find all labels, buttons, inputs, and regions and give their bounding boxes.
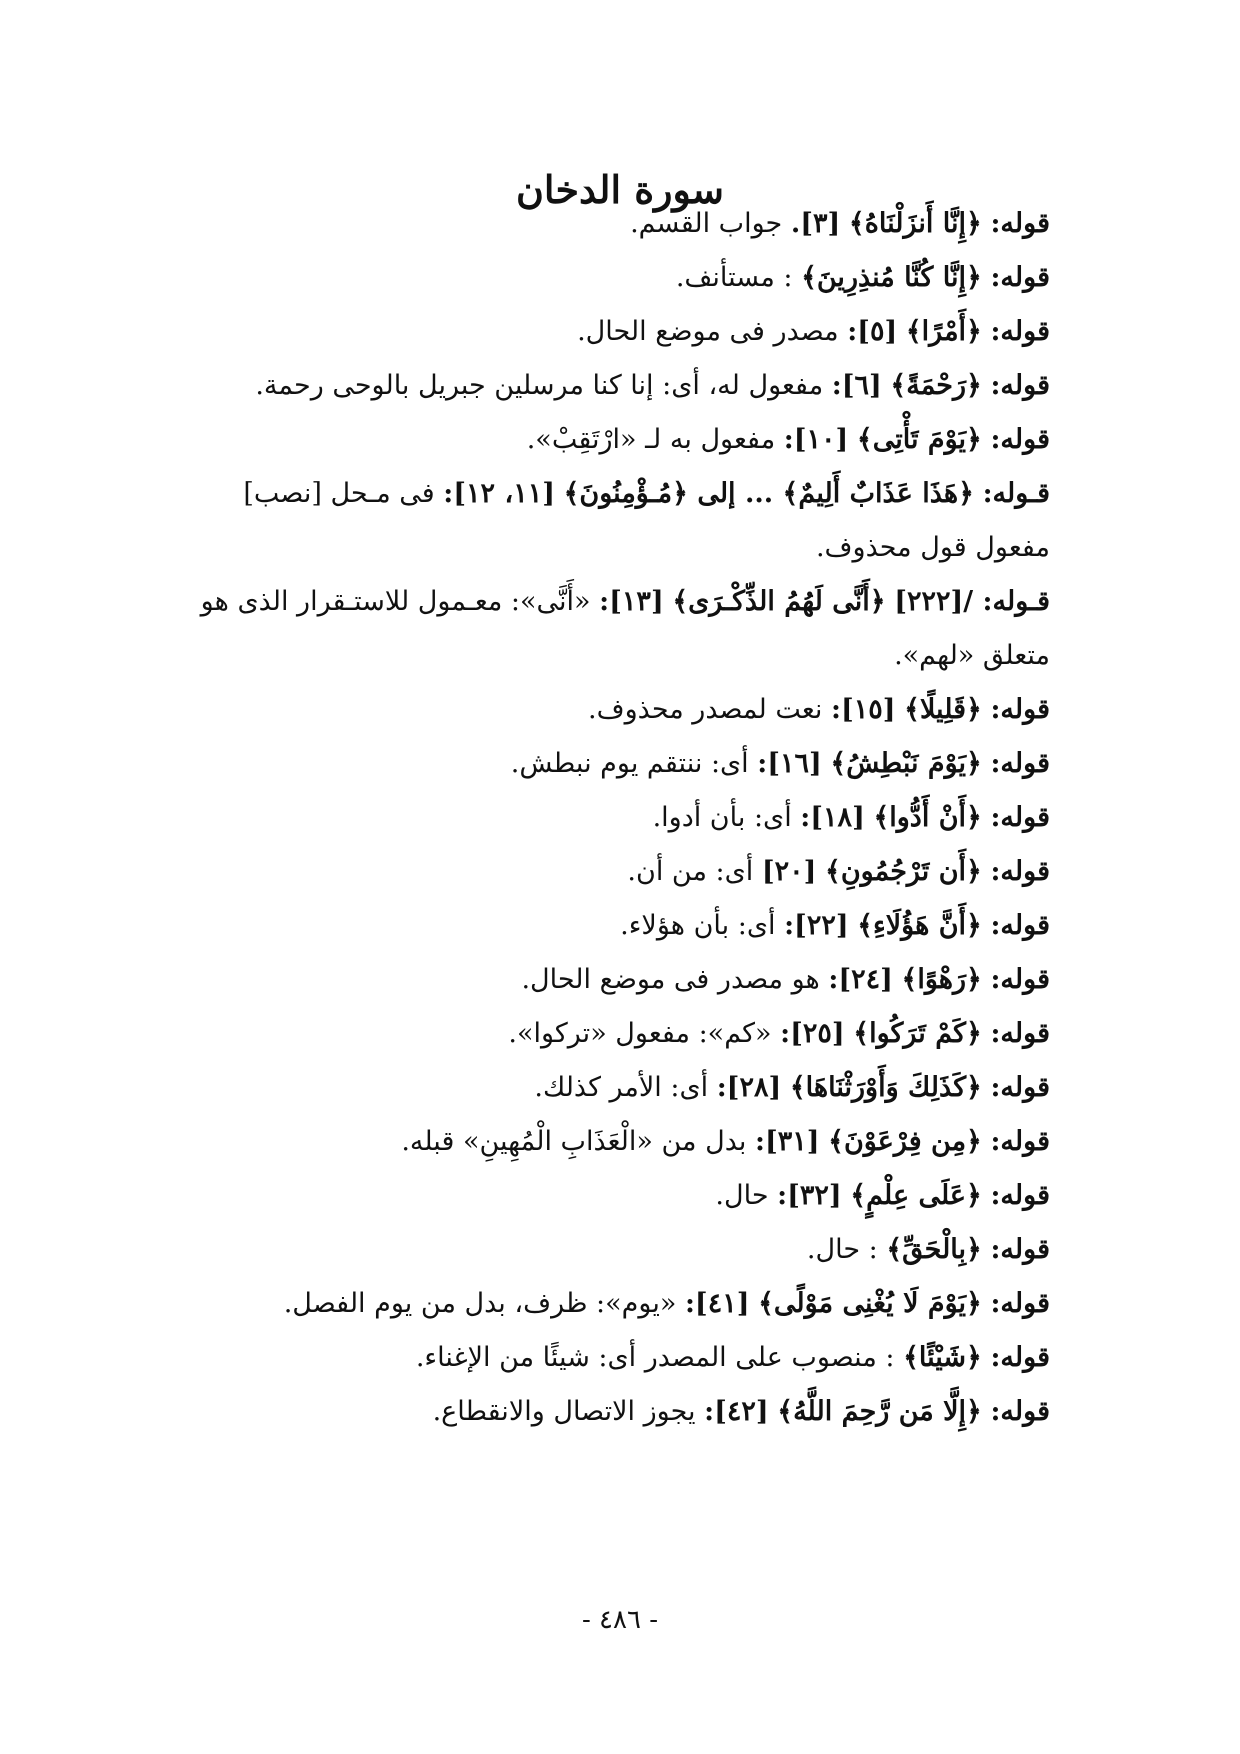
quran-quote: ﴿إِنَّا كُنَّا مُنذِرِينَ﴾ (801, 262, 982, 293)
entry-text: أى: الأمر كذلك. (534, 1072, 709, 1103)
entry-line (243, 474, 1050, 514)
entry-text: هو مصدر فى موضع الحال. (521, 964, 820, 995)
entry-line (807, 1230, 1050, 1270)
entry-continuation (894, 636, 1050, 676)
quran-quote: ﴿عَلَى عِلْمٍ﴾ (850, 1180, 982, 1211)
quran-quote: ﴿يَوْمَ نَبْطِشُ﴾ (830, 748, 982, 779)
entry-text: مفعول به لـ «ارْتَقِبْ». (526, 424, 776, 455)
quran-quote: ﴿أَنَّى لَهُمُ الذِّكْـرَى﴾ (672, 586, 886, 617)
entry-line (521, 960, 1050, 1000)
entry-text: متعلق «لهم». (894, 640, 1050, 671)
page-number: - ٤٨٦ - (581, 1605, 659, 1635)
verse-ref: [٢٢]: (784, 910, 849, 941)
entry-line (511, 744, 1050, 784)
entry-text: أى: من أن. (627, 856, 754, 887)
verse-ref: [٣]. (790, 208, 841, 239)
verse-ref: [١١، ١٢]: (443, 478, 555, 509)
entry-text: أى: بأن هؤلاء. (620, 910, 776, 941)
entry-lead: قوله: (990, 1288, 1050, 1319)
verse-ref: [٢٤]: (828, 964, 893, 995)
verse-ref: [١٠]: (783, 424, 849, 455)
entry-line (416, 1338, 1050, 1378)
quran-quote: ﴿مِن فِرْعَوْنَ﴾ (828, 1126, 982, 1157)
entry-text: فى مـحل [نصب] (243, 478, 435, 509)
verse-ref: [٢٥]: (780, 1018, 845, 1049)
entry-text: : منصوب على المصدر أى: شيئًا من الإغناء. (415, 1342, 895, 1373)
entry-text: «يوم»: ظرف، بدل من يوم الفصل. (283, 1288, 677, 1319)
verse-ref: [٥]: (847, 316, 898, 347)
entry-line (653, 798, 1050, 838)
entry-lead: قوله: (990, 208, 1050, 239)
quran-quote: ﴿إِنَّا أَنزَلْنَاهُ﴾ (848, 208, 982, 239)
verse-ref: [٤٢]: (704, 1396, 769, 1427)
entry-lead: قوله: (990, 316, 1050, 347)
entry-text: أى: ننتقم يوم نبطش. (510, 748, 749, 779)
entry-lead: قوله: (990, 1072, 1050, 1103)
entry-lead: قوله: (990, 424, 1050, 455)
entry-line (588, 690, 1050, 730)
entry-line (527, 420, 1050, 460)
verse-ref: [٢٨]: (716, 1072, 782, 1103)
entry-continuation (816, 528, 1050, 568)
entry-lead: قوله: (990, 1180, 1050, 1211)
entry-line (534, 1068, 1050, 1108)
entry-text: «كم»: مفعول «تركوا». (508, 1018, 772, 1049)
verse-ref: [٢٠] (761, 856, 817, 887)
entry-line (676, 258, 1050, 298)
quran-quote: ﴿رَهْوًا﴾ (901, 964, 982, 995)
verse-ref: [١٣]: (599, 586, 664, 617)
entry-line (508, 1014, 1050, 1054)
entry-text: : حال. (806, 1234, 878, 1265)
entry-lead: قوله: (990, 964, 1050, 995)
quran-quote: ﴿يَوْمَ لَا يُغْنِى مَوْلًى﴾ (758, 1288, 982, 1319)
entry-lead: قـوله: /[٢٢٢] (894, 586, 1050, 617)
entry-lead: قوله: (990, 370, 1050, 401)
verse-ref: [٤١]: (684, 1288, 750, 1319)
entry-text: بدل من «الْعَذَابِ الْمُهِينِ» قبله. (401, 1126, 747, 1157)
entry-lead: قوله: (990, 910, 1050, 941)
entry-lead: قوله: (990, 1234, 1050, 1265)
quran-quote: ﴿كَذَلِكَ وَأَوْرَثْنَاهَا﴾ (789, 1072, 982, 1103)
quran-quote: ﴿أَنْ أَدُّوا﴾ (873, 802, 982, 833)
entry-lead: قوله: (990, 1342, 1050, 1373)
surah-title: سورة الدخان (515, 167, 725, 212)
entry-lead: قـوله: (982, 478, 1050, 509)
entry-line (284, 1284, 1050, 1324)
entry-lead: قوله: (990, 1018, 1050, 1049)
entry-text: جواب القسم. (630, 208, 783, 239)
entry-lead: قوله: (990, 748, 1050, 779)
entry-text: نعت لمصدر محذوف. (588, 694, 823, 725)
entry-text: مصدر فى موضع الحال. (577, 316, 839, 347)
entry-line (627, 852, 1050, 892)
verse-ref: [١٥]: (830, 694, 896, 725)
entry-lead: قوله: (990, 262, 1050, 293)
entry-line (401, 1122, 1050, 1162)
verse-ref: [٣١]: (754, 1126, 820, 1157)
entry-lead: قوله: (990, 1396, 1050, 1427)
entry-line (433, 1392, 1050, 1432)
quran-quote: ﴿قَلِيلًا﴾ (904, 694, 982, 725)
entry-line (577, 312, 1050, 352)
quran-quote: ﴿أَنَّ هَؤُلَاءِ﴾ (857, 910, 982, 941)
quran-quote: ﴿هَذَا عَذَابٌ أَلِيمٌ﴾ ... إلى ﴿مُـؤْمِنُونَ﴾ (563, 478, 974, 509)
verse-ref: [٣٢]: (777, 1180, 842, 1211)
entry-text: حال. (715, 1180, 769, 1211)
entry-text: مفعول له، أى: إنا كنا مرسلين جبريل بالوحى رحمة. (255, 370, 824, 401)
quran-quote: ﴿أَمْرًا﴾ (905, 316, 982, 347)
quran-quote: ﴿رَحْمَةً﴾ (890, 370, 982, 401)
quran-quote: ﴿أَن تَرْجُمُونِ﴾ (825, 856, 982, 887)
quran-quote: ﴿يَوْمَ تَأْتِى﴾ (856, 424, 982, 455)
entry-lead: قوله: (990, 1126, 1050, 1157)
entry-text: يجوز الاتصال والانقطاع. (432, 1396, 696, 1427)
entry-lead: قوله: (990, 694, 1050, 725)
verse-ref: [٦]: (831, 370, 882, 401)
quran-quote: ﴿كَمْ تَرَكُوا﴾ (853, 1018, 982, 1049)
entry-text: «أَنَّى»: معـمول للاستـقرار الذى هو (200, 586, 591, 617)
entry-text: : مستأنف. (675, 262, 793, 293)
entry-line (255, 366, 1050, 406)
entry-line (620, 906, 1050, 946)
entry-lead: قوله: (990, 856, 1050, 887)
verse-ref: [١٨]: (800, 802, 865, 833)
entry-line (715, 1176, 1050, 1216)
entry-text: أى: بأن أدوا. (652, 802, 792, 833)
entry-text: مفعول قول محذوف. (815, 532, 1050, 563)
quran-quote: ﴿شَيْئًا﴾ (903, 1342, 982, 1373)
entry-line (201, 582, 1050, 622)
quran-quote: ﴿إِلَّا مَن رَّحِمَ اللَّهُ﴾ (777, 1396, 982, 1427)
entry-line (630, 204, 1050, 244)
entry-lead: قوله: (990, 802, 1050, 833)
quran-quote: ﴿بِالْحَقِّ﴾ (886, 1234, 982, 1265)
verse-ref: [١٦]: (757, 748, 822, 779)
